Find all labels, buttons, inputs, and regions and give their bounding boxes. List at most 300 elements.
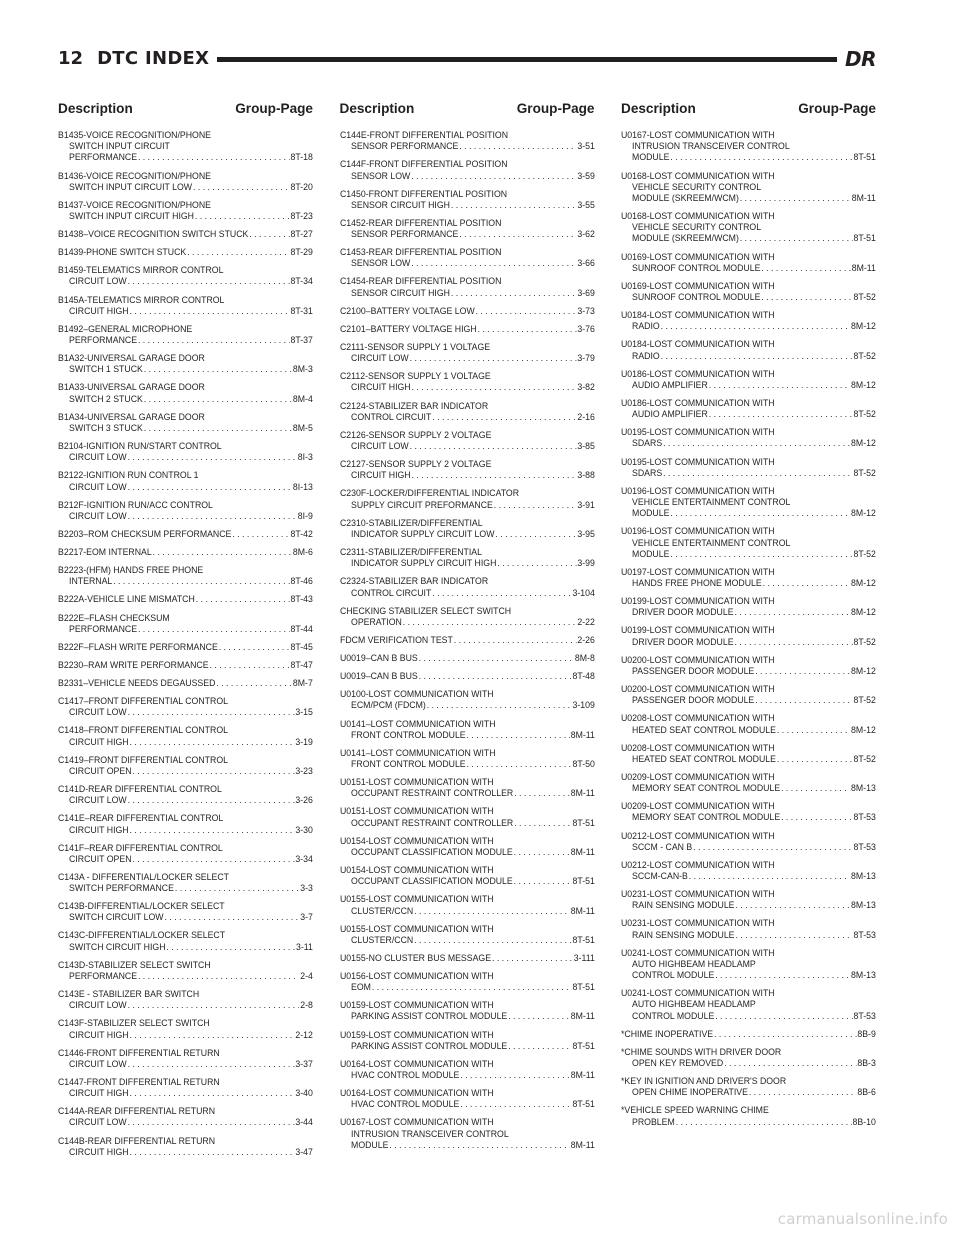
entry-last-line: [340, 635, 595, 646]
entry-description-line: *KEY IN IGNITION AND DRIVER'S DOOR: [621, 1076, 787, 1088]
entry-last-line: [58, 452, 313, 463]
dot-leader: [232, 529, 289, 540]
entry-last-line: [340, 470, 595, 481]
entry-description-line: SUNROOF CONTROL MODULE: [632, 262, 761, 274]
index-entry: [621, 310, 876, 332]
entry-description-line: B222E–FLASH CHECKSUM: [58, 612, 170, 624]
index-entry: [621, 801, 876, 823]
entry-description-line: C144B-REAR DIFFERENTIAL RETURN: [58, 1135, 216, 1147]
entry-last-line: [340, 258, 595, 269]
index-entry: [340, 401, 595, 423]
entry-last-line: [621, 438, 876, 449]
entry-description-line: U0019–CAN B BUS: [339, 671, 418, 683]
entry-description-line: VEHICLE ENTERTAINMENT CONTROL: [632, 497, 791, 509]
entry-description-line: C144F-FRONT DIFFERENTIAL POSITION: [339, 159, 508, 171]
dot-leader: [128, 511, 297, 522]
entry-description-line: U0155-LOST COMMUNICATION WITH: [339, 923, 494, 935]
entry-description-line: VEHICLE SECURITY CONTROL: [632, 181, 762, 193]
entry-last-line: [340, 876, 595, 887]
entry-description-line: C2124-STABILIZER BAR INDICATOR: [339, 400, 488, 412]
entry-description-line: MODULE (SKREEM/WCM): [632, 233, 739, 245]
dot-leader: [735, 930, 852, 941]
entry-description-line: U0159-LOST COMMUNICATION WITH: [339, 1000, 494, 1012]
page-header: [58, 44, 876, 74]
entry-description-line: PERFORMANCE: [69, 152, 138, 164]
entry-description-line: CIRCUIT HIGH: [69, 1088, 129, 1100]
index-columns: [58, 101, 876, 1165]
dot-leader: [661, 321, 850, 332]
entry-page-ref: 2-8: [300, 1000, 313, 1012]
dot-leader: [216, 678, 292, 689]
index-entry: [621, 1029, 876, 1040]
entry-last-line: [621, 607, 876, 618]
entry-description-line: INTRUSION TRANSCEIVER CONTROL: [632, 141, 790, 153]
index-entry: [621, 1105, 876, 1127]
entry-last-line: [621, 508, 876, 519]
entry-description-line: CIRCUIT HIGH: [350, 470, 411, 482]
dot-leader: [164, 912, 299, 923]
entry-page-ref: 8T-44: [290, 623, 313, 635]
entry-page-ref: 3-11: [295, 941, 313, 953]
entry-description-line: U0154-LOST COMMUNICATION WITH: [339, 835, 494, 847]
index-entry: [58, 547, 313, 558]
entry-page-ref: 3-59: [576, 170, 595, 182]
entry-description-line: PASSENGER DOOR MODULE: [632, 695, 755, 707]
entry-description-line: HVAC CONTROL MODULE: [350, 1070, 459, 1082]
entry-page-ref: 8T-23: [290, 211, 313, 222]
entry-page-ref: 8T-50: [571, 759, 595, 771]
index-entry: [340, 488, 595, 510]
entry-last-line: [58, 394, 313, 405]
dot-leader: [219, 642, 290, 653]
entry-description-line: U0156-LOST COMMUNICATION WITH: [339, 970, 494, 982]
entry-description-line: B2331–VEHICLE NEEDS DEGAUSSED: [58, 678, 216, 690]
entry-description-line: U0155-LOST COMMUNICATION WITH: [339, 894, 494, 906]
entry-list: [340, 130, 595, 1151]
dot-leader: [132, 766, 294, 777]
dot-leader: [761, 263, 850, 274]
entry-description-line: U0199-LOST COMMUNICATION WITH: [621, 625, 775, 637]
entry-description-line: U0164-LOST COMMUNICATION WITH: [339, 1058, 494, 1070]
page-number: 12: [58, 48, 84, 69]
entry-last-line: [58, 547, 313, 558]
entry-description-line: RADIO: [632, 321, 660, 333]
index-entry: [340, 924, 595, 946]
entry-description-line: *VEHICLE SPEED WARNING CHIME: [621, 1105, 769, 1117]
entry-page-ref: 8M-12: [851, 379, 876, 391]
index-column-1: [58, 101, 313, 1165]
entry-last-line: [340, 906, 595, 917]
dot-leader: [130, 306, 290, 317]
dot-leader: [450, 200, 576, 211]
entry-page-ref: 8B-10: [852, 1116, 876, 1128]
dot-leader: [128, 1000, 300, 1011]
entry-description-line: AUDIO AMPLIFIER: [632, 379, 708, 391]
entry-page-ref: 2-26: [576, 634, 595, 646]
entry-description-line: MODULE: [632, 508, 670, 520]
index-entry: [621, 596, 876, 618]
index-entry: [340, 1000, 595, 1022]
entry-description-line: C1446-FRONT DIFFERENTIAL RETURN: [58, 1047, 220, 1059]
entry-page-ref: 3-95: [576, 528, 595, 540]
entry-page-ref: 8T-47: [290, 659, 313, 671]
column-header: [340, 101, 595, 117]
entry-description-line: C144A-REAR DIFFERENTIAL RETURN: [58, 1106, 216, 1118]
entry-page-ref: 8T-52: [853, 548, 876, 560]
entry-description-line: U0141–LOST COMMUNICATION WITH: [339, 747, 496, 759]
dot-leader: [466, 730, 569, 741]
entry-description-line: C1454-REAR DIFFERENTIAL POSITION: [339, 276, 501, 288]
entry-page-ref: 8I-3: [297, 452, 313, 464]
entry-description-line: U0212-LOST COMMUNICATION WITH: [621, 859, 775, 871]
entry-page-ref: 8T-52: [853, 350, 876, 362]
entry-description-line: AUTO HIGHBEAM HEADLAMP: [632, 999, 756, 1011]
entry-page-ref: 8T-51: [571, 1040, 595, 1052]
dot-leader: [409, 353, 576, 364]
entry-description-line: CIRCUIT LOW: [350, 353, 409, 365]
entry-last-line: [340, 653, 595, 664]
page-title: DTC INDEX: [97, 48, 210, 69]
entry-last-line: [340, 818, 595, 829]
index-entry: [621, 713, 876, 735]
index-entry: [621, 918, 876, 940]
entry-description-line: B1437-VOICE RECOGNITION/PHONE: [58, 199, 211, 211]
index-entry: [340, 719, 595, 741]
index-entry: [340, 218, 595, 240]
entry-last-line: [58, 335, 313, 346]
dot-leader: [138, 971, 299, 982]
entry-last-line: [621, 842, 876, 853]
entry-description-line: PERFORMANCE: [69, 623, 138, 635]
entry-description-line: FRONT CONTROL MODULE: [350, 759, 466, 771]
dot-leader: [663, 468, 852, 479]
index-entry: [340, 1088, 595, 1110]
dot-leader: [113, 576, 289, 587]
entry-description-line: B1A32-UNIVERSAL GARAGE DOOR: [58, 353, 205, 365]
index-entry: [621, 526, 876, 560]
entry-description-line: U0168-LOST COMMUNICATION WITH: [621, 211, 775, 222]
entry-last-line: [621, 900, 876, 911]
entry-description-line: C2112-SENSOR SUPPLY 1 VOLTAGE: [339, 371, 491, 383]
entry-description-line: CIRCUIT LOW: [69, 1000, 127, 1012]
entry-description-line: C1450-FRONT DIFFERENTIAL POSITION: [339, 188, 507, 200]
entry-page-ref: 3-66: [576, 258, 595, 270]
entry-last-line: [340, 412, 595, 423]
entry-page-ref: 3-109: [571, 700, 595, 712]
entry-page-ref: 8I-9: [297, 510, 313, 522]
entry-description-line: HVAC CONTROL MODULE: [350, 1099, 459, 1111]
entry-description-line: *CHIME SOUNDS WITH DRIVER DOOR: [621, 1046, 782, 1058]
entry-page-ref: 8M-11: [570, 1139, 595, 1151]
index-entry: [621, 988, 876, 1022]
entry-description-line: B2223-(HFM) HANDS FREE PHONE: [58, 565, 204, 577]
entry-description-line: U0231-LOST COMMUNICATION WITH: [621, 889, 775, 901]
entry-page-ref: 8M-12: [851, 321, 876, 333]
index-entry: [58, 247, 313, 258]
index-entry: [340, 576, 595, 598]
index-entry: [340, 971, 595, 993]
entry-last-line: [58, 1147, 313, 1158]
dot-leader: [740, 233, 853, 244]
entry-description-line: RADIO: [632, 350, 660, 362]
index-entry: [621, 889, 876, 911]
entry-last-line: [340, 1011, 595, 1022]
entry-description-line: PARKING ASSIST CONTROL MODULE: [350, 1011, 507, 1023]
dot-leader: [138, 335, 290, 346]
entry-description-line: C2111-SENSOR SUPPLY 1 VOLTAGE: [339, 341, 490, 353]
entry-page-ref: 3-55: [576, 199, 595, 211]
entry-last-line: [58, 912, 313, 923]
index-entry: [340, 1117, 595, 1151]
entry-page-ref: 8T-20: [290, 181, 313, 193]
entry-description-line: C143D-STABILIZER SELECT SWITCH: [58, 959, 211, 971]
entry-description-line: CIRCUIT LOW: [69, 510, 127, 522]
index-entry: [621, 625, 876, 647]
index-entry: [58, 295, 313, 317]
entry-last-line: [621, 970, 876, 981]
index-entry: [340, 306, 595, 317]
dot-leader: [460, 1070, 570, 1081]
entry-description-line: U0154-LOST COMMUNICATION WITH: [339, 865, 494, 876]
entry-last-line: [621, 871, 876, 882]
entry-description-line: OCCUPANT CLASSIFICATION MODULE: [350, 876, 513, 888]
index-entry: [621, 567, 876, 589]
entry-last-line: [621, 380, 876, 391]
index-entry: [621, 252, 876, 274]
entry-description-line: CIRCUIT HIGH: [69, 305, 129, 317]
index-entry: [340, 836, 595, 858]
entry-description-line: C141F–REAR DIFFERENTIAL CONTROL: [58, 842, 223, 854]
entry-list: [621, 130, 876, 1128]
entry-description-line: CHECKING STABILIZER SELECT SWITCH: [339, 605, 511, 617]
entry-last-line: [621, 292, 876, 303]
index-entry: [58, 265, 313, 287]
entry-page-ref: 3-34: [295, 853, 313, 865]
dot-leader: [128, 795, 295, 806]
entry-last-line: [58, 1000, 313, 1011]
entry-page-ref: 8T-51: [571, 934, 595, 946]
entry-last-line: [340, 617, 595, 628]
dot-leader: [709, 409, 853, 420]
index-entry: [621, 398, 876, 420]
entry-description-line: B222F–FLASH WRITE PERFORMANCE: [58, 641, 218, 653]
entry-page-ref: 2-16: [576, 411, 595, 423]
entry-page-ref: 8M-3: [292, 364, 313, 376]
entry-description-line: U0241-LOST COMMUNICATION WITH: [621, 988, 775, 1000]
entry-last-line: [621, 637, 876, 648]
entry-description-line: SCCM - CAN B: [632, 841, 693, 853]
dot-leader: [418, 671, 571, 682]
entry-last-line: [58, 1117, 313, 1128]
dot-leader: [466, 759, 571, 770]
index-entry: [621, 743, 876, 765]
entry-page-ref: 8T-34: [290, 276, 313, 288]
entry-last-line: [58, 247, 313, 258]
entry-last-line: [340, 229, 595, 240]
entry-description-line: CIRCUIT HIGH: [69, 736, 129, 748]
dot-leader: [130, 737, 295, 748]
entry-last-line: [340, 141, 595, 152]
index-entry: [340, 547, 595, 569]
entry-description-line: B1435-VOICE RECOGNITION/PHONE: [58, 130, 211, 141]
entry-description-line: CIRCUIT OPEN: [69, 765, 132, 777]
entry-last-line: [621, 578, 876, 589]
entry-description-line: PARKING ASSIST CONTROL MODULE: [350, 1040, 507, 1052]
entry-description-line: SWITCH PERFORMANCE: [69, 883, 174, 895]
dot-leader: [138, 624, 290, 635]
index-entry: [621, 130, 876, 164]
dot-leader: [740, 193, 851, 204]
index-entry: [340, 430, 595, 452]
entry-description-line: CIRCUIT HIGH: [350, 382, 411, 394]
entry-page-ref: 8M-11: [570, 729, 595, 741]
entry-page-ref: 8T-46: [290, 576, 313, 588]
entry-last-line: [340, 847, 595, 858]
entry-description-line: CONTROL CIRCUIT: [350, 411, 431, 423]
entry-description-line: INTERNAL: [69, 576, 113, 588]
entry-page-ref: 8M-7: [292, 678, 313, 690]
entry-description-line: SENSOR CIRCUIT HIGH: [350, 287, 450, 299]
entry-description-line: SENSOR PERFORMANCE: [350, 141, 458, 153]
index-entry: [58, 353, 313, 375]
entry-page-ref: 8M-11: [570, 1070, 595, 1082]
entry-description-line: SWITCH CIRCUIT LOW: [69, 912, 164, 924]
entry-page-ref: 8M-11: [570, 788, 595, 800]
entry-page-ref: 3-73: [576, 305, 595, 317]
entry-description-line: C1417–FRONT DIFFERENTIAL CONTROL: [58, 696, 228, 708]
entry-last-line: [58, 423, 313, 434]
entry-description-line: HANDS FREE PHONE MODULE: [632, 578, 762, 590]
dot-leader: [411, 258, 576, 269]
entry-last-line: [58, 594, 313, 605]
entry-last-line: [621, 666, 876, 677]
entry-description-line: U0186-LOST COMMUNICATION WITH: [621, 368, 775, 380]
entry-last-line: [621, 1011, 876, 1022]
dot-leader: [459, 141, 576, 152]
entry-description-line: B2104-IGNITION RUN/START CONTROL: [58, 441, 222, 453]
entry-page-ref: 8T-53: [853, 812, 876, 824]
entry-last-line: [58, 642, 313, 653]
dot-leader: [513, 876, 571, 887]
entry-page-ref: 3-26: [295, 795, 313, 807]
entry-description-line: INTRUSION TRANSCEIVER CONTROL: [350, 1128, 509, 1140]
entry-last-line: [340, 588, 595, 599]
entry-last-line: [58, 211, 313, 222]
entry-page-ref: 3-40: [295, 1088, 313, 1100]
entry-last-line: [621, 549, 876, 560]
index-entry: [621, 171, 876, 205]
entry-description-line: C143C-DIFFERENTIAL/LOCKER SELECT: [58, 930, 226, 942]
entry-description-line: U0195-LOST COMMUNICATION WITH: [621, 456, 775, 468]
entry-description-line: B2230–RAM WRITE PERFORMANCE: [58, 659, 209, 671]
dot-leader: [755, 666, 850, 677]
entry-page-ref: 8M-12: [851, 438, 876, 450]
entry-description-line: VEHICLE SECURITY CONTROL: [632, 222, 762, 234]
entry-page-ref: 8T-53: [853, 1010, 876, 1022]
entry-description-line: SWITCH 1 STUCK: [69, 364, 143, 376]
index-entry: [340, 276, 595, 298]
index-entry: [58, 1077, 313, 1099]
entry-page-ref: 3-19: [295, 736, 313, 748]
dot-leader: [130, 1088, 295, 1099]
entry-description-line: U0155-NO CLUSTER BUS MESSAGE: [339, 952, 491, 964]
description-heading: Description: [339, 101, 415, 116]
group-page-heading: Group-Page: [516, 101, 595, 116]
entry-last-line: [58, 182, 313, 193]
entry-last-line: [58, 276, 313, 287]
entry-description-line: OCCUPANT RESTRAINT CONTROLLER: [350, 817, 513, 829]
entry-page-ref: 8B-9: [857, 1028, 876, 1040]
dot-leader: [128, 482, 292, 493]
entry-page-ref: 3-76: [576, 323, 595, 335]
index-entry: [340, 635, 595, 646]
entry-page-ref: 8M-11: [851, 192, 876, 204]
entry-last-line: [58, 229, 313, 240]
entry-description-line: U0196-LOST COMMUNICATION WITH: [621, 526, 775, 538]
dot-leader: [432, 412, 576, 423]
entry-last-line: [58, 795, 313, 806]
entry-description-line: CLUSTER/CCN: [350, 934, 413, 946]
entry-last-line: [340, 200, 595, 211]
entry-description-line: U0199-LOST COMMUNICATION WITH: [621, 596, 775, 608]
entry-description-line: CONTROL CIRCUIT: [350, 587, 431, 599]
entry-description-line: U0197-LOST COMMUNICATION WITH: [621, 566, 775, 578]
entry-page-ref: 3-111: [573, 952, 595, 964]
entry-description-line: OCCUPANT RESTRAINT CONTROLLER: [350, 788, 513, 800]
index-entry: [58, 901, 313, 923]
entry-description-line: C141E–REAR DIFFERENTIAL CONTROL: [58, 813, 224, 825]
index-entry: [58, 725, 313, 747]
index-entry: [621, 211, 876, 245]
dot-leader: [453, 635, 576, 646]
entry-description-line: SENSOR PERFORMANCE: [350, 229, 458, 241]
entry-last-line: [340, 759, 595, 770]
entry-description-line: U0164-LOST COMMUNICATION WITH: [339, 1088, 494, 1100]
dot-leader: [460, 1099, 571, 1110]
dot-leader: [128, 452, 297, 463]
dot-leader: [777, 754, 853, 765]
entry-description-line: SDARS: [632, 438, 663, 450]
entry-description-line: OCCUPANT CLASSIFICATION MODULE: [350, 846, 513, 858]
index-entry: [58, 872, 313, 894]
dot-leader: [508, 1011, 570, 1022]
dot-leader: [477, 324, 576, 335]
watermark: carmanualsonline.info: [777, 1210, 948, 1228]
entry-description-line: C2324-STABILIZER BAR INDICATOR: [339, 576, 488, 588]
dot-leader: [175, 883, 299, 894]
index-entry: [58, 678, 313, 689]
entry-description-line: U0212-LOST COMMUNICATION WITH: [621, 830, 775, 842]
index-entry: [340, 894, 595, 916]
entry-page-ref: 2-12: [295, 1029, 313, 1041]
entry-description-line: SENSOR LOW: [350, 170, 410, 182]
entry-description-line: OPEN CHIME INOPERATIVE: [632, 1087, 748, 1099]
entry-last-line: [621, 783, 876, 794]
entry-page-ref: 8M-11: [570, 1011, 595, 1023]
entry-description-line: MODULE: [632, 548, 670, 560]
dot-leader: [777, 725, 850, 736]
index-entry: [340, 865, 595, 887]
entry-description-line: U0167-LOST COMMUNICATION WITH: [621, 130, 775, 141]
entry-description-line: B1439-PHONE SWITCH STUCK: [58, 247, 187, 259]
entry-page-ref: 3-91: [576, 499, 595, 511]
entry-page-ref: 8T-27: [290, 229, 313, 241]
index-entry: [621, 339, 876, 361]
index-entry: [58, 412, 313, 434]
index-entry: [58, 200, 313, 222]
index-entry: [621, 486, 876, 520]
index-entry: [58, 696, 313, 718]
